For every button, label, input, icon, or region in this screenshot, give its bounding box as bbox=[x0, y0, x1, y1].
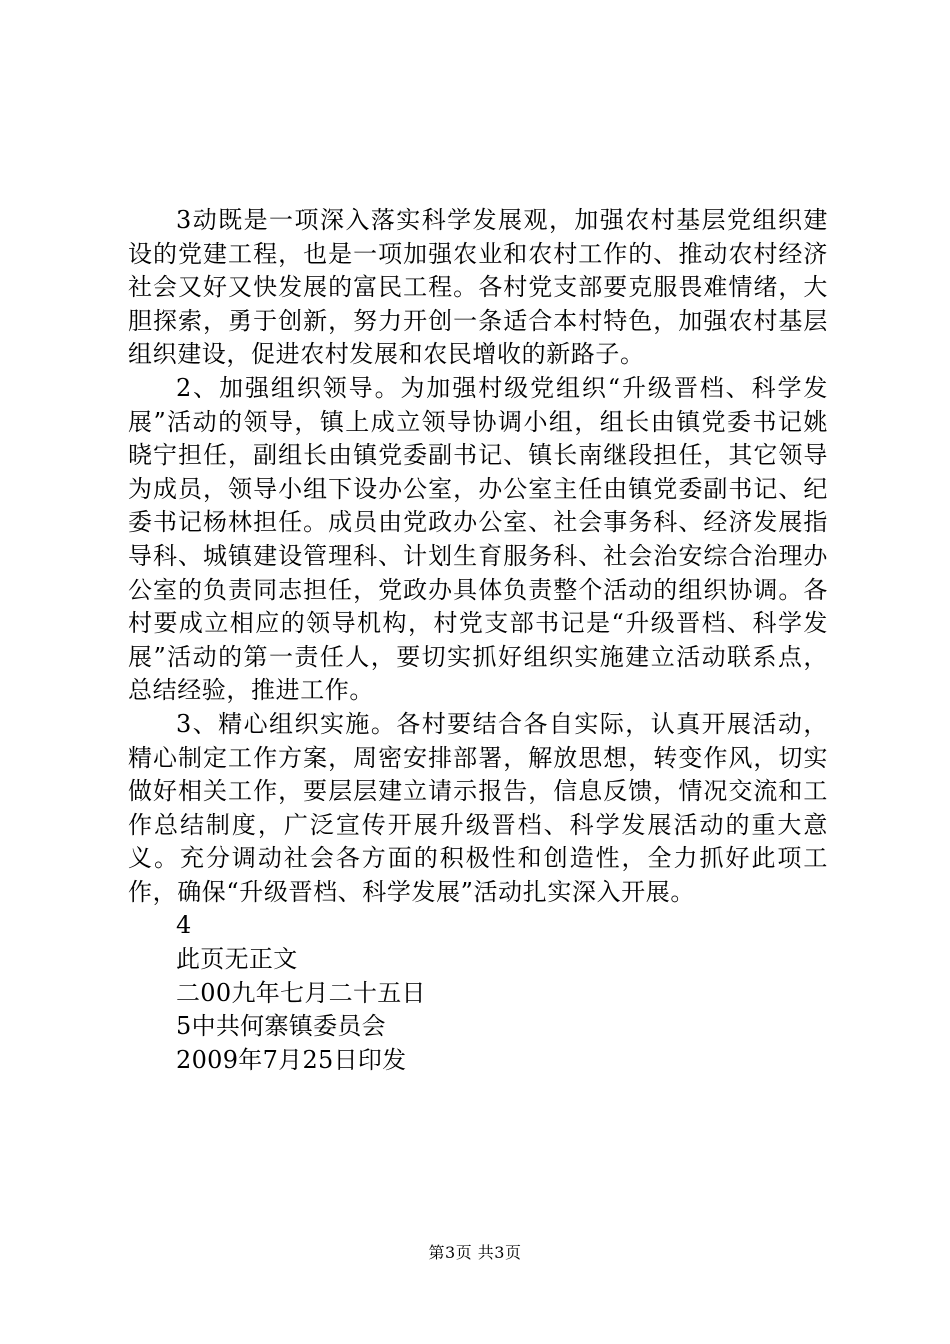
paragraph-leadership: 2、加强组织领导。为加强村级党组织“升级晋档、科学发展”活动的领导，镇上成立领导协调小组，组长由镇党委书记姚晓宁担任，副组长由镇党委副书记、镇长南继段担任，其它领导为成员，领导小组下设办公室，办公室主任由镇党委副书记、纪委书记杨林担任。成员由党政办公室、社会事务科、经济发展指导科、城镇建设管理科、计划生育服务科、社会治安综合治理办公室的负责同志担任，党政办具体负责整个活动的组织协调。各村要成立相应的领导机构，村党支部书记是“升级晋档、科学发展”活动的第一责任人，要切实抓好组织实施建立活动联系点，总结经验，推进工作。 bbox=[128, 373, 828, 705]
paragraph-implementation: 3、精心组织实施。各村要结合各自实际，认真开展活动，精心制定工作方案，周密安排部署，解放思想，转变作风，切实做好相关工作，要层层建立请示报告，信息反馈，情况交流和工作总结制度，广泛宣传开展升级晋档、科学发展活动的重大意义。充分调动社会各方面的积极性和创造性，全力抓好此项工作，确保“升级晋档、科学发展”活动扎实深入开展。 bbox=[128, 709, 828, 906]
print-date: 2009年7月25日印发 bbox=[176, 1045, 407, 1074]
no-body-notice: 此页无正文 bbox=[176, 945, 298, 974]
document-body bbox=[128, 204, 828, 1077]
section-number: 4 bbox=[176, 911, 192, 940]
page-footer: 第3页 共3页 bbox=[428, 1243, 522, 1262]
paragraph-intro: 3动既是一项深入落实科学发展观，加强农村基层党组织建设的党建工程，也是一项加强农业和农村工作的、推动农村经济社会又好又快发展的富民工程。各村党支部要克服畏难情绪，大胆探索，勇于创新，努力开创一条适合本村特色，加强农村基层组织建设，促进农村发展和农民增收的新路子。 bbox=[128, 206, 828, 369]
document-date: 二00九年七月二十五日 bbox=[176, 978, 426, 1007]
issuing-authority: 5中共何寨镇委员会 bbox=[176, 1012, 386, 1041]
